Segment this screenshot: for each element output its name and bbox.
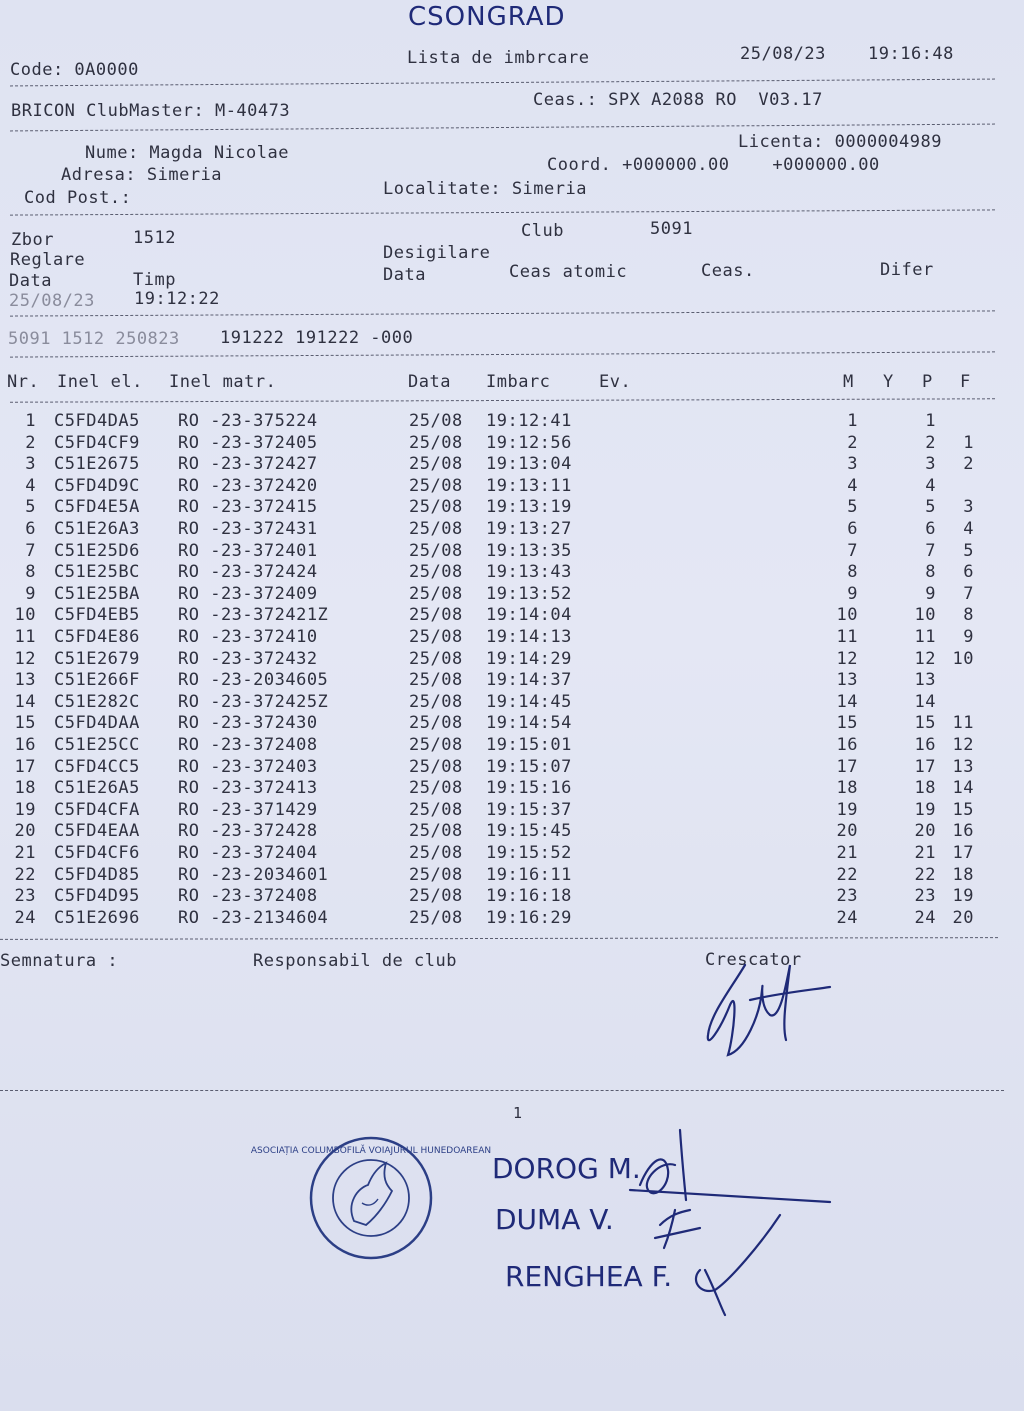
p-value: 21 (914, 843, 936, 863)
m-value: 8 (847, 562, 858, 583)
registered-ring: RO -23-372432 (178, 648, 318, 669)
p-value: 12 (914, 648, 936, 669)
registered-ring: RO -23-372431 (178, 519, 318, 539)
f-value: 20 (952, 907, 974, 928)
f-value: 19 (952, 886, 974, 907)
signatory-1: DOROG M. (492, 1152, 641, 1185)
registered-ring: RO -23-372421Z (178, 605, 329, 626)
basketing-time: 19:13:52 (486, 583, 572, 604)
row-date: 25/08 (409, 454, 463, 475)
row-number: 10 (14, 605, 36, 626)
difference-label: Difer (880, 260, 934, 280)
row-number: 18 (14, 778, 36, 799)
handwritten-title: CSONGRAD (408, 2, 566, 32)
basketing-time: 19:14:04 (486, 605, 572, 626)
m-value: 14 (836, 691, 858, 712)
locality: Localitate: Simeria (383, 179, 587, 199)
p-value: 11 (914, 627, 936, 647)
row-date: 25/08 (409, 778, 463, 799)
m-value: 22 (836, 864, 858, 885)
row-number: 12 (14, 648, 36, 669)
m-value: 23 (836, 886, 858, 907)
registered-ring: RO -23-372408 (178, 886, 318, 907)
adjust-time: 19:12:22 (134, 289, 220, 309)
clock-info: Ceas.: SPX A2088 RO V03.17 (533, 90, 823, 110)
row-number: 8 (25, 562, 36, 583)
license-number: Licenta: 0000004989 (738, 132, 942, 152)
f-value: 12 (952, 735, 974, 755)
row-date: 25/08 (409, 691, 463, 712)
registered-ring: RO -23-372425Z (178, 691, 329, 712)
row-number: 15 (14, 713, 36, 734)
f-value: 5 (963, 540, 974, 561)
table-row (0, 519, 1024, 541)
m-value: 6 (847, 519, 858, 539)
f-value: 18 (952, 864, 974, 885)
row-date: 25/08 (409, 648, 463, 669)
registered-ring: RO -23-372430 (178, 713, 318, 734)
registered-ring: RO -23-372409 (178, 583, 318, 604)
basketing-time: 19:15:37 (486, 799, 572, 820)
row-number: 13 (14, 670, 36, 691)
table-row (0, 605, 1024, 627)
basketing-time: 19:16:11 (486, 864, 572, 885)
row-date: 25/08 (409, 886, 463, 907)
electronic-ring: C51E282C (54, 691, 140, 712)
row-number: 23 (14, 886, 36, 907)
electronic-ring: C51E25D6 (54, 540, 140, 561)
divider (10, 124, 995, 132)
table-row (0, 865, 1024, 887)
row-date: 25/08 (409, 843, 463, 863)
basketing-time: 19:15:16 (486, 778, 572, 799)
basketing-time: 19:14:29 (486, 648, 572, 669)
atomic-clock-label: Ceas atomic (509, 262, 628, 282)
basketing-time: 19:15:52 (486, 843, 572, 863)
p-value: 20 (914, 821, 936, 842)
m-value: 7 (847, 540, 858, 561)
col-date: Data (408, 372, 451, 392)
table-row (0, 649, 1024, 671)
electronic-ring: C5FD4E5A (54, 497, 140, 518)
f-value: 3 (963, 497, 974, 518)
electronic-ring: C5FD4CF9 (54, 432, 140, 453)
col-nr: Nr. (7, 372, 40, 392)
m-value: 17 (836, 756, 858, 777)
basketing-time: 19:15:07 (486, 756, 572, 777)
p-value: 14 (914, 691, 936, 712)
registered-ring: RO -23-371429 (178, 799, 318, 820)
table-row (0, 541, 1024, 563)
m-value: 16 (836, 735, 858, 755)
table-row (0, 735, 1024, 757)
row-number: 5 (25, 497, 36, 518)
col-basketing: Imbarc (486, 372, 551, 392)
code-label: Code: 0A0000 (10, 60, 139, 80)
divider (10, 398, 995, 402)
divider (10, 209, 995, 215)
row-number: 19 (14, 799, 36, 820)
m-value: 18 (836, 778, 858, 799)
col-registered-ring: Inel matr. (169, 372, 277, 392)
p-value: 10 (914, 605, 936, 626)
row-number: 3 (25, 454, 36, 475)
row-date: 25/08 (409, 519, 463, 539)
registered-ring: RO -23-372404 (178, 843, 318, 863)
svg-text:ASOCIAȚIA COLUMBOFILĂ VOIAJURU: ASOCIAȚIA COLUMBOFILĂ VOIAJURUL HUNEDOAREAN (250, 1146, 492, 1156)
basketing-time: 19:15:01 (486, 735, 572, 755)
m-value: 2 (847, 432, 858, 453)
m-value: 11 (836, 627, 858, 647)
row-number: 2 (25, 432, 36, 453)
header-time: 19:16:48 (868, 44, 954, 64)
electronic-ring: C51E26A3 (54, 519, 140, 539)
m-value: 1 (847, 411, 858, 431)
f-value: 10 (952, 648, 974, 669)
flight-number: 1512 (133, 228, 176, 248)
table-row (0, 778, 1024, 800)
electronic-ring: C5FD4EB5 (54, 605, 140, 626)
electronic-ring: C51E25BC (54, 562, 140, 583)
basketing-time: 19:13:19 (486, 497, 572, 518)
electronic-ring: C5FD4CF6 (54, 843, 140, 863)
electronic-ring: C51E25BA (54, 583, 140, 604)
row-date: 25/08 (409, 907, 463, 928)
time-label: Timp (133, 270, 176, 290)
f-value: 7 (963, 583, 974, 604)
club-label: Club (521, 221, 564, 241)
row-date: 25/08 (409, 821, 463, 842)
basketing-time: 19:13:27 (486, 519, 572, 539)
col-p: P (922, 372, 933, 392)
p-value: 19 (914, 799, 936, 820)
basketing-time: 19:14:37 (486, 670, 572, 691)
table-row (0, 757, 1024, 779)
divider (10, 79, 995, 87)
sync-record-values: 191222 191222 -000 (220, 328, 414, 348)
row-date: 25/08 (409, 670, 463, 691)
table-row (0, 692, 1024, 714)
basketing-time: 19:12:56 (486, 432, 572, 453)
f-value: 15 (952, 799, 974, 820)
col-event: Ev. (599, 372, 632, 392)
row-number: 6 (25, 519, 36, 539)
adjust-date: 25/08/23 (9, 291, 95, 311)
p-value: 1 (925, 411, 936, 431)
date-label: Data (9, 271, 52, 291)
basketing-time: 19:13:11 (486, 475, 572, 496)
row-date: 25/08 (409, 605, 463, 626)
row-number: 7 (25, 540, 36, 561)
row-date: 25/08 (409, 756, 463, 777)
unseal-date-label: Data (383, 265, 426, 285)
p-value: 2 (925, 432, 936, 453)
owner-name: Nume: Magda Nicolae (85, 143, 289, 163)
row-date: 25/08 (409, 627, 463, 647)
table-row (0, 670, 1024, 692)
col-f: F (960, 372, 971, 392)
row-number: 4 (25, 475, 36, 496)
electronic-ring: C5FD4EAA (54, 821, 140, 842)
p-value: 17 (914, 756, 936, 777)
table-row (0, 562, 1024, 584)
registered-ring: RO -23-2034605 (178, 670, 329, 691)
basketing-time: 19:16:18 (486, 886, 572, 907)
p-value: 9 (925, 583, 936, 604)
row-number: 20 (14, 821, 36, 842)
basketing-time: 19:14:45 (486, 691, 572, 712)
p-value: 24 (914, 907, 936, 928)
registered-ring: RO -23-372424 (178, 562, 318, 583)
f-value: 11 (952, 713, 974, 734)
adjust-label: Reglare (10, 250, 86, 270)
f-value: 1 (963, 432, 974, 453)
row-date: 25/08 (409, 713, 463, 734)
row-number: 14 (14, 691, 36, 712)
electronic-ring: C5FD4DA5 (54, 411, 140, 431)
col-m: M (843, 372, 854, 392)
registered-ring: RO -23-372428 (178, 821, 318, 842)
row-date: 25/08 (409, 799, 463, 820)
club-number: 5091 (650, 219, 693, 239)
row-date: 25/08 (409, 540, 463, 561)
table-row (0, 886, 1024, 908)
basketing-time: 19:12:41 (486, 411, 572, 431)
row-date: 25/08 (409, 432, 463, 453)
row-date: 25/08 (409, 497, 463, 518)
p-value: 5 (925, 497, 936, 518)
p-value: 18 (914, 778, 936, 799)
row-number: 21 (14, 843, 36, 863)
electronic-ring: C5FD4E86 (54, 627, 140, 647)
basketing-time: 19:14:54 (486, 713, 572, 734)
divider (0, 937, 998, 940)
row-number: 9 (25, 583, 36, 604)
f-value: 16 (952, 821, 974, 842)
f-value: 17 (952, 843, 974, 863)
clock-label: Ceas. (701, 261, 755, 281)
electronic-ring: C51E2679 (54, 648, 140, 669)
breeder-label: Crescator (705, 950, 802, 970)
m-value: 4 (847, 475, 858, 496)
row-number: 24 (14, 907, 36, 928)
row-number: 1 (25, 411, 36, 431)
flight-label: Zbor (11, 230, 54, 250)
basketing-time: 19:16:29 (486, 907, 572, 928)
row-date: 25/08 (409, 583, 463, 604)
p-value: 3 (925, 454, 936, 475)
postal-code: Cod Post.: (24, 188, 132, 208)
table-row (0, 497, 1024, 519)
basketing-time: 19:15:45 (486, 821, 572, 842)
table-row (0, 908, 1024, 930)
basketing-time: 19:13:04 (486, 454, 572, 475)
p-value: 4 (925, 475, 936, 496)
electronic-ring: C5FD4DAA (54, 713, 140, 734)
sync-record: 5091 1512 250823 (8, 329, 180, 349)
table-row (0, 843, 1024, 865)
registered-ring: RO -23-372403 (178, 756, 318, 777)
signatory-2: DUMA V. (495, 1203, 614, 1236)
signature-label: Semnatura : (0, 951, 119, 971)
p-value: 7 (925, 540, 936, 561)
m-value: 5 (847, 497, 858, 518)
registered-ring: RO -23-2034601 (178, 864, 329, 885)
club-responsible-label: Responsabil de club (253, 951, 457, 971)
row-date: 25/08 (409, 735, 463, 755)
col-electronic-ring: Inel el. (57, 372, 143, 392)
basketing-time: 19:14:13 (486, 627, 572, 647)
p-value: 22 (914, 864, 936, 885)
p-value: 13 (914, 670, 936, 691)
m-value: 9 (847, 583, 858, 604)
clubmaster-id: BRICON ClubMaster: M-40473 (11, 101, 291, 121)
row-date: 25/08 (409, 562, 463, 583)
row-date: 25/08 (409, 864, 463, 885)
header-date: 25/08/23 (740, 44, 826, 64)
electronic-ring: C51E25CC (54, 735, 140, 755)
registered-ring: RO -23-372413 (178, 778, 318, 799)
registered-ring: RO -23-2134604 (178, 907, 329, 928)
f-value: 8 (963, 605, 974, 626)
table-row (0, 454, 1024, 476)
row-number: 22 (14, 864, 36, 885)
registered-ring: RO -23-372401 (178, 540, 318, 561)
m-value: 3 (847, 454, 858, 475)
electronic-ring: C5FD4D9C (54, 475, 140, 496)
registered-ring: RO -23-372405 (178, 432, 318, 453)
p-value: 15 (914, 713, 936, 734)
table-row (0, 800, 1024, 822)
table-row (0, 411, 1024, 433)
electronic-ring: C51E266F (54, 670, 140, 691)
electronic-ring: C5FD4CFA (54, 799, 140, 820)
coordinates: Coord. +000000.00 +000000.00 (547, 155, 880, 175)
basketing-time: 19:13:43 (486, 562, 572, 583)
f-value: 4 (963, 519, 974, 539)
divider (10, 310, 995, 316)
m-value: 24 (836, 907, 858, 928)
registered-ring: RO -23-372415 (178, 497, 318, 518)
divider (0, 1090, 1004, 1091)
f-value: 6 (963, 562, 974, 583)
document-title: Lista de imbrcare (407, 48, 590, 68)
m-value: 20 (836, 821, 858, 842)
club-stamp (250, 1133, 492, 1263)
p-value: 8 (925, 562, 936, 583)
col-y: Y (883, 372, 894, 392)
p-value: 23 (914, 886, 936, 907)
electronic-ring: C5FD4CC5 (54, 756, 140, 777)
electronic-ring: C5FD4D95 (54, 886, 140, 907)
electronic-ring: C51E2675 (54, 454, 140, 475)
electronic-ring: C51E2696 (54, 907, 140, 928)
f-value: 13 (952, 756, 974, 777)
m-value: 15 (836, 713, 858, 734)
m-value: 13 (836, 670, 858, 691)
basketing-time: 19:13:35 (486, 540, 572, 561)
table-row (0, 627, 1024, 649)
f-value: 14 (952, 778, 974, 799)
m-value: 10 (836, 605, 858, 626)
m-value: 21 (836, 843, 858, 863)
page-number: 1 (513, 1104, 523, 1122)
table-header (0, 372, 1024, 394)
divider (10, 351, 995, 357)
row-number: 16 (14, 735, 36, 755)
committee-signatures (620, 1120, 880, 1330)
table-row (0, 584, 1024, 606)
row-date: 25/08 (409, 411, 463, 431)
f-value: 9 (963, 627, 974, 647)
f-value: 2 (963, 454, 974, 475)
p-value: 6 (925, 519, 936, 539)
electronic-ring: C51E26A5 (54, 778, 140, 799)
table-row (0, 713, 1024, 735)
electronic-ring: C5FD4D85 (54, 864, 140, 885)
table-row (0, 476, 1024, 498)
signatory-3: RENGHEA F. (505, 1260, 673, 1293)
registered-ring: RO -23-372408 (178, 735, 318, 755)
row-number: 17 (14, 756, 36, 777)
m-value: 19 (836, 799, 858, 820)
owner-address: Adresa: Simeria (61, 165, 223, 185)
p-value: 16 (914, 735, 936, 755)
registered-ring: RO -23-375224 (178, 411, 318, 431)
m-value: 12 (836, 648, 858, 669)
table-row (0, 433, 1024, 455)
row-number: 11 (14, 627, 36, 647)
registered-ring: RO -23-372427 (178, 454, 318, 475)
unseal-label: Desigilare (383, 243, 491, 263)
breeder-signature (690, 945, 850, 1065)
row-date: 25/08 (409, 475, 463, 496)
table-row (0, 821, 1024, 843)
registered-ring: RO -23-372410 (178, 627, 318, 647)
registered-ring: RO -23-372420 (178, 475, 318, 496)
